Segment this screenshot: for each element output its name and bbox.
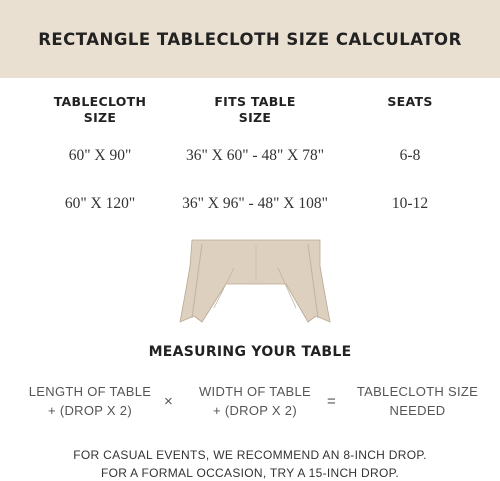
formula-line: TABLECLOTH SIZE (356, 384, 479, 399)
page-title: RECTANGLE TABLECLOTH SIZE CALCULATOR (38, 30, 462, 49)
table-cell-size: 60" X 90" (68, 147, 132, 164)
multiply-sign: × (164, 393, 173, 410)
column-header-line: FITS TABLE (214, 94, 296, 109)
section-title-measuring: MEASURING YOUR TABLE (148, 344, 352, 360)
table-cell-seats: 6-8 (399, 147, 421, 164)
tablecloth-shape (180, 240, 330, 322)
formula-result (345, 382, 490, 420)
note-formal: FOR A FORMAL OCCASION, TRY A 15-INCH DROP. (100, 466, 399, 480)
table-cell-seats: 10-12 (391, 195, 429, 212)
column-header-line: TABLECLOTH (53, 94, 147, 109)
table-cell-fits: 36" X 60" - 48" X 78" (185, 147, 325, 164)
table-cell-size: 60" X 120" (64, 195, 136, 212)
formula-line: + (DROP X 2) (213, 403, 297, 418)
column-header-seats (360, 94, 460, 110)
note-casual: FOR CASUAL EVENTS, WE RECOMMEND AN 8-INCH DROP. (73, 448, 427, 462)
formula-line: + (DROP X 2) (48, 403, 132, 418)
column-header-line: SEATS (387, 94, 433, 109)
column-header-tablecloth-size (30, 94, 170, 126)
column-header-line: SIZE (238, 110, 272, 125)
formula-length (20, 382, 160, 420)
tablecloth-illustration (178, 238, 332, 324)
table-cell-fits: 36" X 96" - 48" X 108" (182, 195, 328, 212)
formula-line: WIDTH OF TABLE (198, 384, 312, 399)
formula-width (185, 382, 325, 420)
formula-line: LENGTH OF TABLE (28, 384, 152, 399)
column-header-line: SIZE (83, 110, 117, 125)
equals-sign: = (327, 393, 336, 410)
formula-line: NEEDED (389, 403, 446, 418)
column-header-fits-table-size (185, 94, 325, 126)
